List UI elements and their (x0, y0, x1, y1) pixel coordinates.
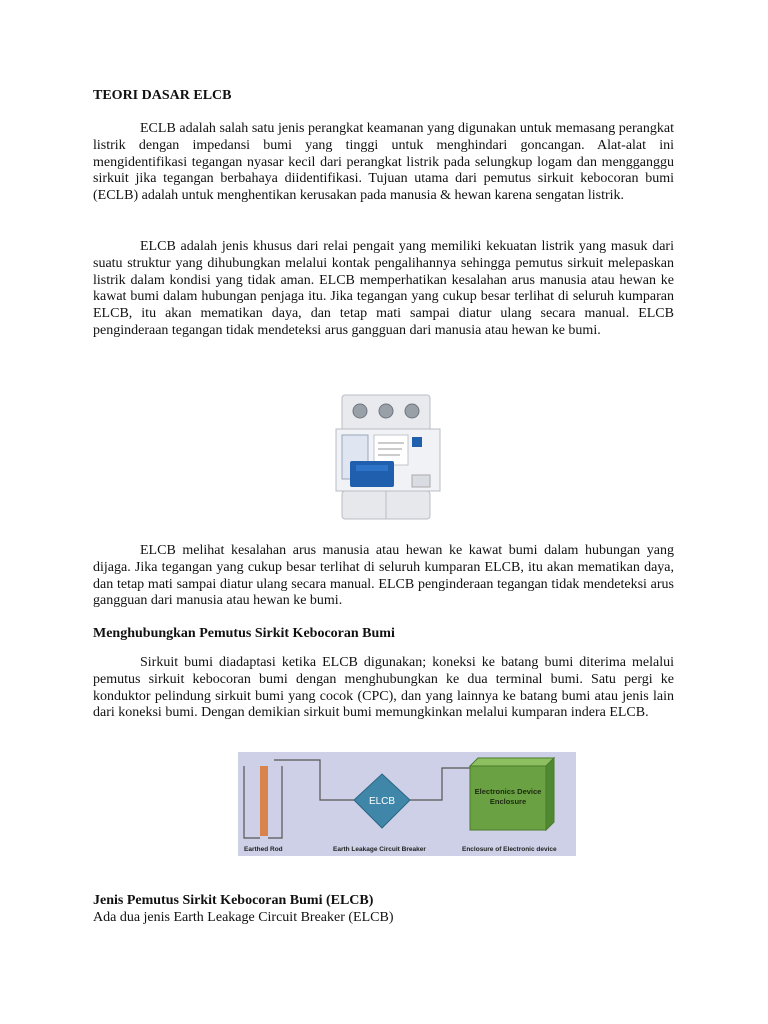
section-heading-types: Jenis Pemutus Sirkit Kebocoran Bumi (ELCB) (93, 893, 374, 908)
elcb-label: ELCB (368, 796, 396, 807)
paragraph-elcb-relay: ELCB adalah jenis khusus dari relai pengait yang memiliki kekuatan listrik yang masuk dari suatu struktur yang dihubungkan melalui kontak pengalihannya sehingga pemutus sirkuit melepaskan listrik dalam kondisi yang tidak aman. ELCB memperhatikan kesalahan arus manusia atau hewan ke kawat bumi dalam hubungan penjaga itu. Jika tegangan yang cukup besar terlihat di seluruh kumparan ELCB, itu akan mematikan daya, dan tetap mati sampai diatur ulang secara manual. ELCB penginderaan tegangan tidak mendeteksi arus gangguan dari manusia atau hewan ke bumi. (93, 239, 674, 338)
elcb-breaker-image (322, 387, 450, 527)
enclosure-label-line1: Electronics Device (474, 787, 542, 796)
enclosure-label-line2: Enclosure (489, 797, 527, 806)
elcb-connection-diagram (238, 752, 576, 856)
types-intro-line: Ada dua jenis Earth Leakage Circuit Breaker (ELCB) (93, 910, 394, 925)
document-title: TEORI DASAR ELCB (93, 88, 232, 103)
paragraph-earth-circuit: Sirkuit bumi diadaptasi ketika ELCB digunakan; koneksi ke batang bumi diterima melalui pemutus sirkuit kebocoran bumi dengan menghubungkan ke dua terminal bumi. Satu pergi ke konduktor pelindung sirkuit bumi yang cocok (CPC), dan yang lainnya ke batang bumi atau jenis lain dari koneksi bumi. Dengan demikian sirkuit bumi memungkinkan melalui kumparan indera ELCB. (93, 655, 674, 721)
section-heading-connecting: Menghubungkan Pemutus Sirkit Kebocoran Bumi (93, 626, 395, 641)
paragraph-intro: ECLB adalah salah satu jenis perangkat keamanan yang digunakan untuk memasang perangkat listrik dengan impedansi bumi yang tinggi untuk menghindari goncangan. Alat-alat ini mengidentifikasi tegangan nyasar kecil dari perangkat listrik pada selungkup logam dan mengganggu sirkuit jika tegangan berbahaya diidentifikasi. Tujuan utama dari pemutus sirkuit kebocoran bumi (ECLB) adalah untuk menghentikan kerusakan pada manusia & hewan karena sengatan listrik. (93, 121, 674, 204)
paragraph-elcb-fault: ELCB melihat kesalahan arus manusia atau hewan ke kawat bumi dalam hubungan yang dijaga. Jika tegangan yang cukup besar terlihat di seluruh kumparan ELCB, itu akan mematikan daya, dan tetap mati sampai diatur ulang secara manual. ELCB penginderaan tegangan tidak mendeteksi arus gangguan dari manusia atau hewan ke bumi. (93, 543, 674, 609)
caption-earthed-rod: Earthed Rod (244, 846, 283, 853)
caption-enclosure: Enclosure of Electronic device (462, 846, 557, 853)
caption-elcb: Earth Leakage Circuit Breaker (333, 846, 426, 853)
earthed-rod (260, 766, 268, 836)
